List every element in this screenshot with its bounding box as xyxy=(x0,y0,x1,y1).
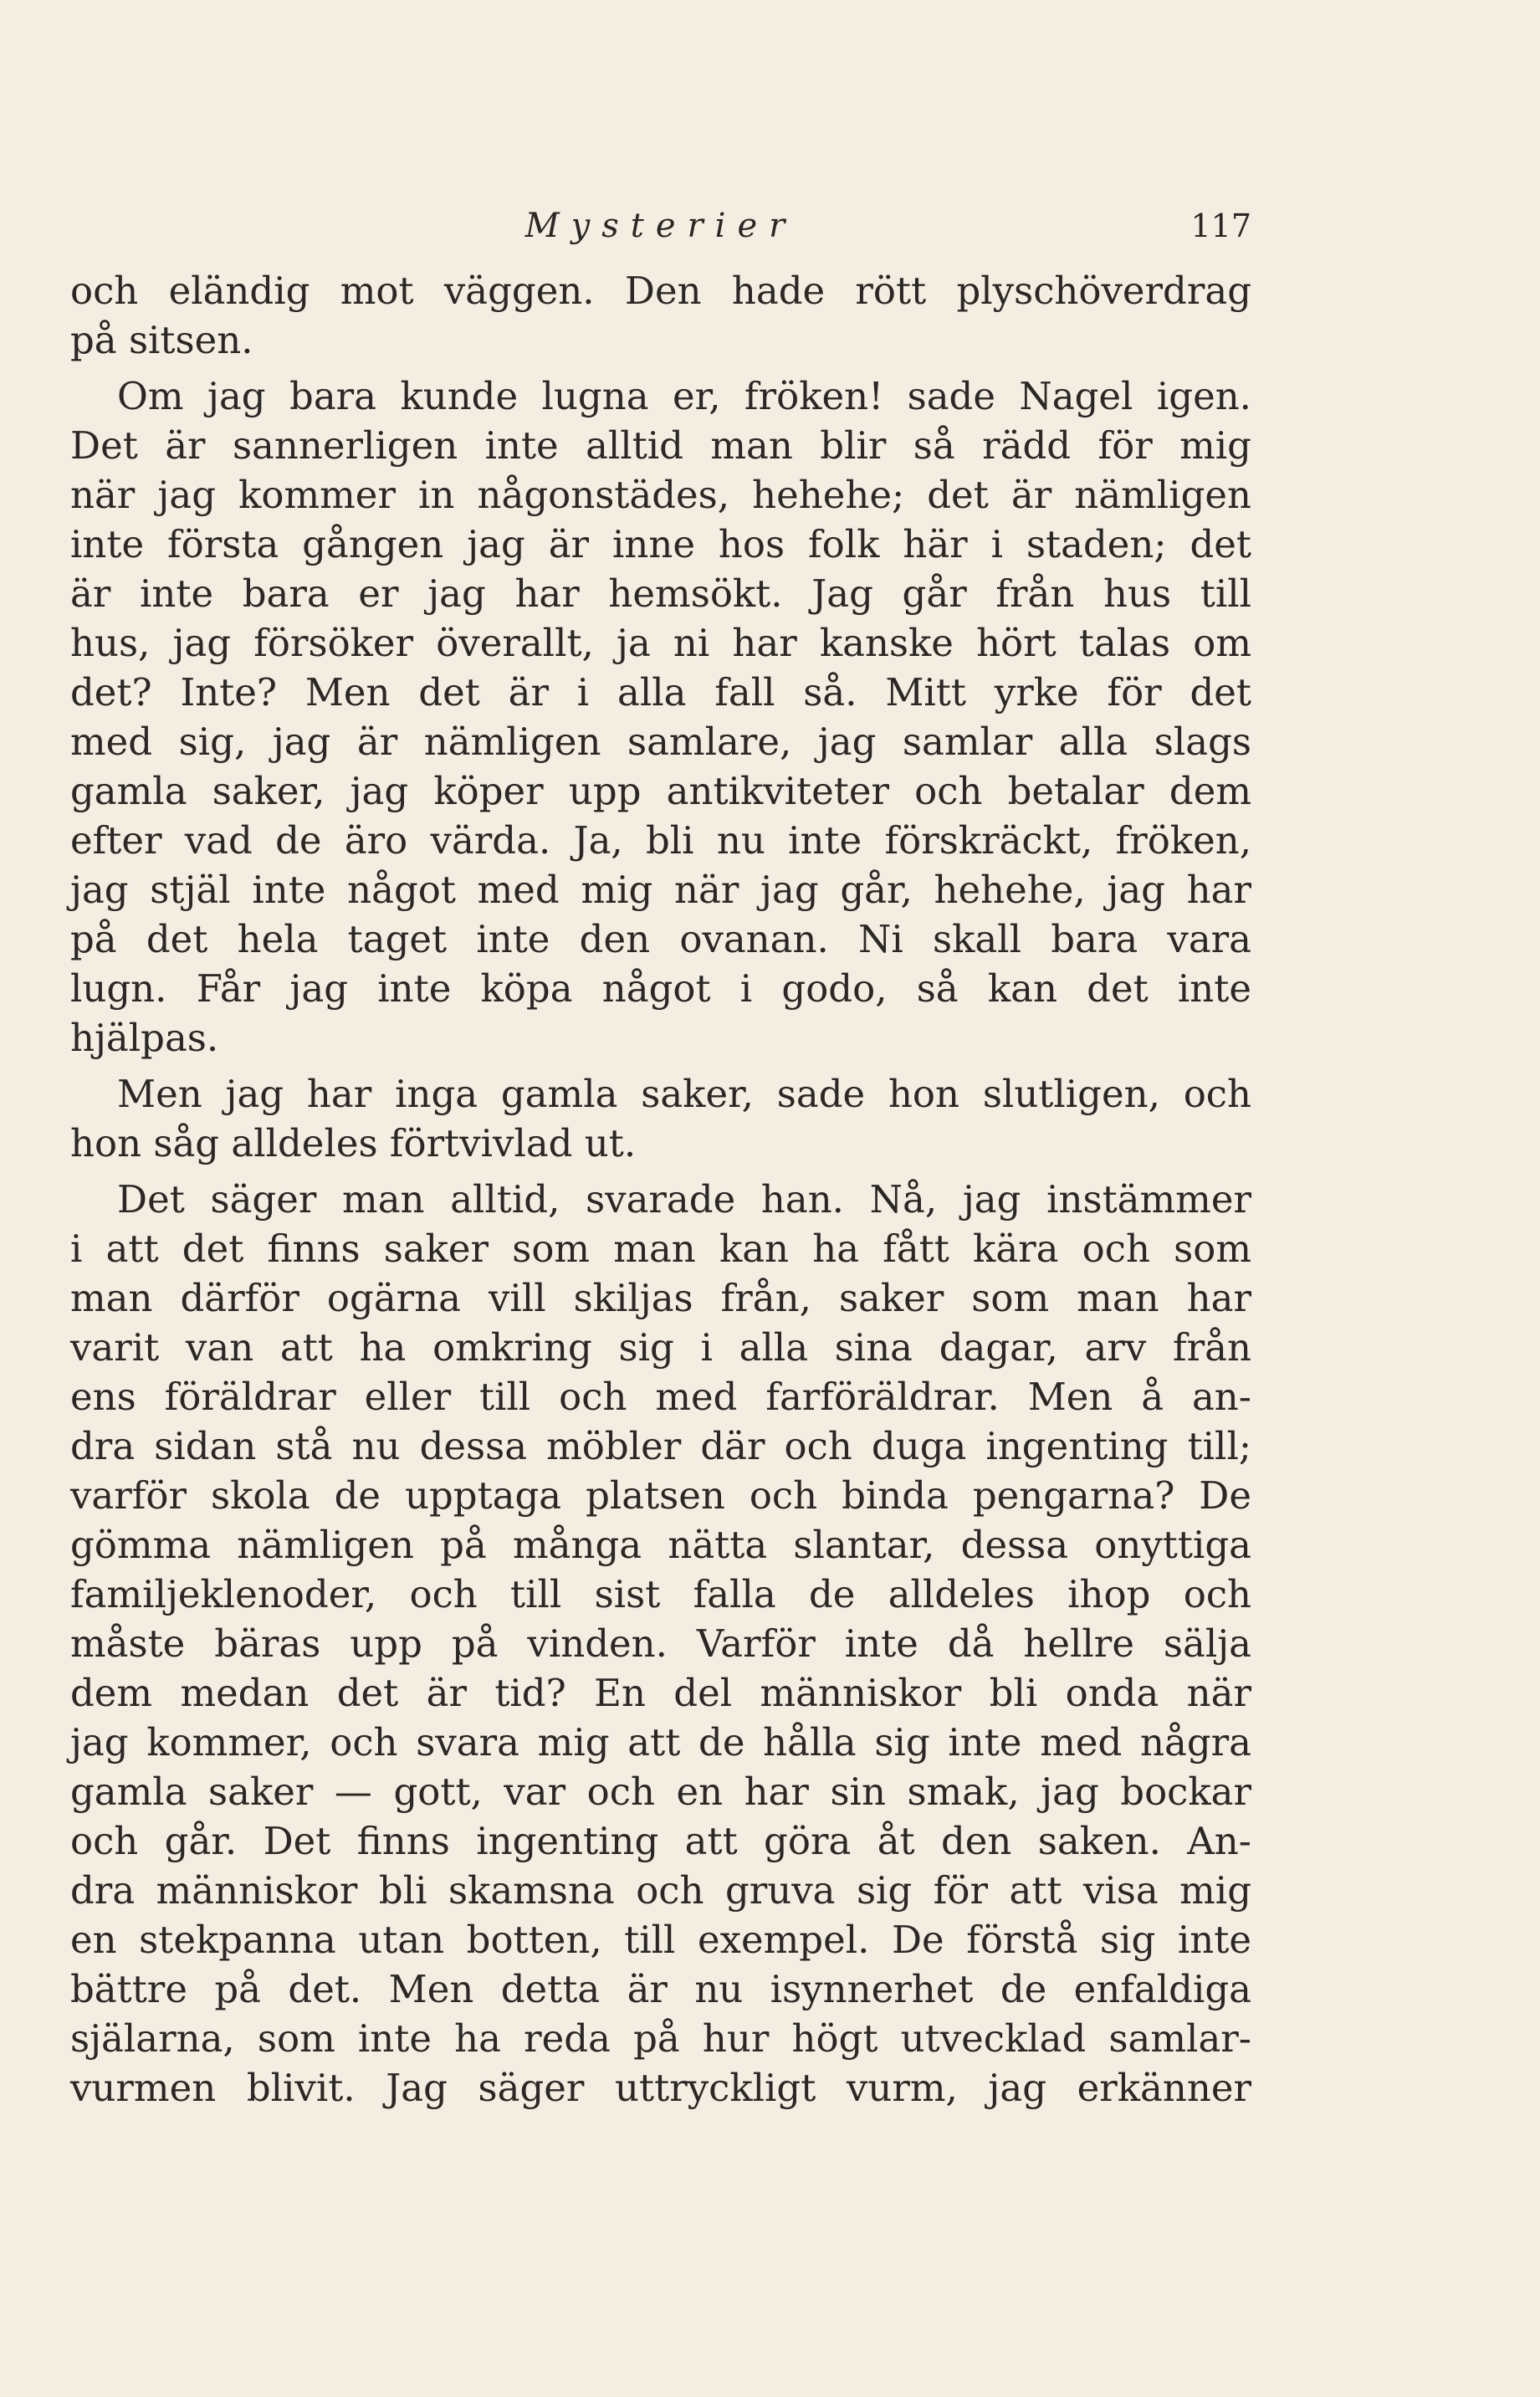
text-line: man därför ogärna vill skiljas från, saker som man har xyxy=(70,1276,1251,1320)
running-head xyxy=(70,201,1251,251)
text-line: på det hela taget inte den ovanan. Ni skall bara vara xyxy=(70,917,1251,961)
text-line: dra sidan stå nu dessa möbler där och duga ingenting till; xyxy=(70,1424,1251,1468)
text-line: jag stjäl inte något med mig när jag går, hehehe, jag har xyxy=(70,868,1251,912)
text-line: dem medan det är tid? En del människor bli onda när xyxy=(70,1671,1251,1715)
text-line: och går. Det finns ingenting att göra åt den saken. An- xyxy=(70,1819,1251,1863)
text-line: en stekpanna utan botten, till exempel. De förstå sig inte xyxy=(70,1918,1251,1962)
text-line: lugn. Får jag inte köpa något i godo, så kan det inte xyxy=(70,966,1251,1011)
text-line: när jag kommer in någonstädes, hehehe; det är nämligen xyxy=(70,473,1251,517)
text-line: det? Inte? Men det är i alla fall så. Mitt yrke för det xyxy=(70,670,1251,714)
text-line: varit van att ha omkring sig i alla sina dagar, arv från xyxy=(70,1325,1251,1370)
running-title: Mysterier xyxy=(524,207,797,245)
text-line: Det säger man alltid, svarade han. Nå, jag instämmer xyxy=(117,1177,1251,1222)
text-line: inte första gången jag är inne hos folk här i staden; det xyxy=(70,522,1251,566)
text-line: Men jag har inga gamla saker, sade hon slutligen, och xyxy=(117,1072,1251,1116)
text-line: ens föräldrar eller till och med farföräldrar. Men å an- xyxy=(70,1375,1251,1419)
text-line: i att det finns saker som man kan ha fått kära och som xyxy=(70,1227,1251,1271)
text-line: vurmen blivit. Jag säger uttryckligt vurm, jag erkänner xyxy=(70,2066,1251,2110)
text-line: hus, jag försöker överallt, ja ni har kanske hört talas om xyxy=(70,621,1251,665)
text-line: varför skola de upptaga platsen och binda pengarna? De xyxy=(70,1473,1251,1518)
text-line: måste bäras upp på vinden. Varför inte då hellre sälja xyxy=(70,1621,1251,1666)
text-line: gömma nämligen på många nätta slantar, dessa onyttiga xyxy=(70,1523,1251,1567)
text-line: med sig, jag är nämligen samlare, jag samlar alla slags xyxy=(70,720,1251,764)
text-line: gamla saker — gott, var och en har sin smak, jag bockar xyxy=(70,1770,1251,1814)
text-line: dra människor bli skamsna och gruva sig för att visa mig xyxy=(70,1868,1251,1913)
text-line: hjälpas. xyxy=(70,1016,219,1060)
text-line: på sitsen. xyxy=(70,318,253,362)
text-line: Det är sannerligen inte alltid man blir så rädd för mig xyxy=(70,423,1251,468)
text-line: Om jag bara kunde lugna er, fröken! sade Nagel igen. xyxy=(117,374,1251,418)
page-number: 117 xyxy=(1190,207,1251,244)
text-line: och eländig mot väggen. Den hade rött plyschöverdrag xyxy=(70,269,1251,313)
body-text xyxy=(70,266,1251,2113)
text-line: jag kommer, och svara mig att de hålla sig inte med några xyxy=(70,1720,1251,1764)
text-line: hon såg alldeles förtvivlad ut. xyxy=(70,1121,637,1165)
text-line: själarna, som inte ha reda på hur högt utvecklad samlar- xyxy=(70,2016,1251,2061)
text-line: efter vad de äro värda. Ja, bli nu inte förskräckt, fröken, xyxy=(70,818,1251,863)
text-line: är inte bara er jag har hemsökt. Jag går från hus till xyxy=(70,571,1251,616)
text-line: bättre på det. Men detta är nu isynnerhet de enfaldiga xyxy=(70,1967,1251,2011)
text-line: familjeklenoder, och till sist falla de alldeles ihop och xyxy=(70,1572,1251,1616)
text-line: gamla saker, jag köper upp antikviteter och betalar dem xyxy=(70,769,1251,813)
